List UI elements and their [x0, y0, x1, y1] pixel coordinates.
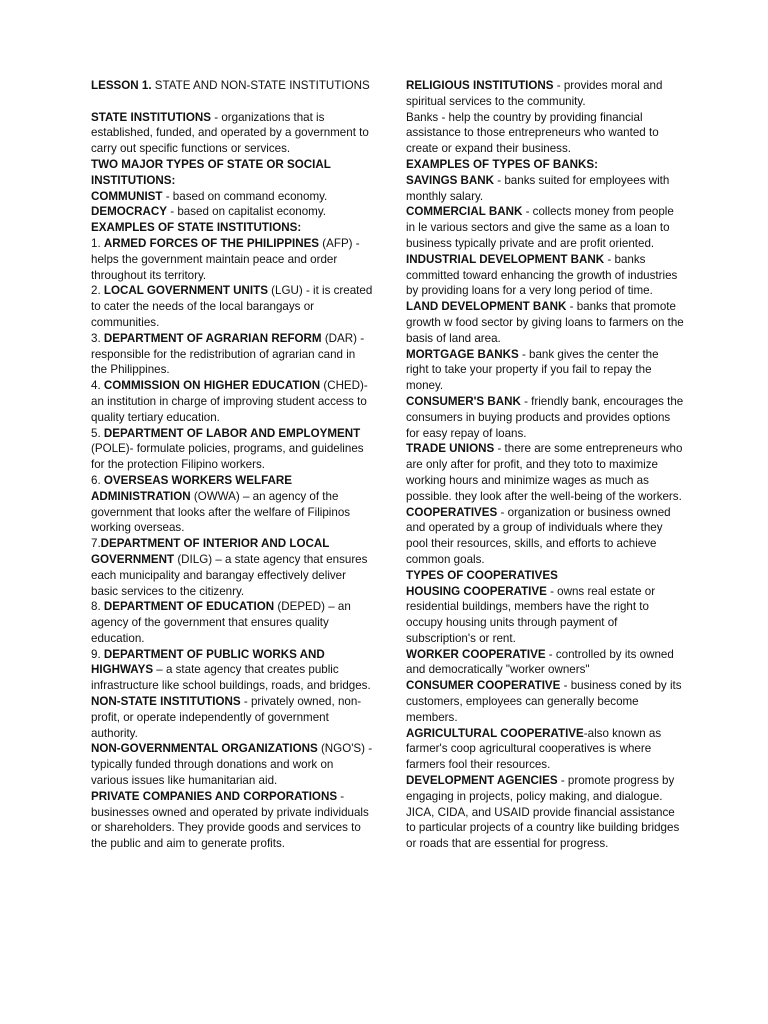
coop-item-agricultural: AGRICULTURAL COOPERATIVE-also known as farmer's coop agricultural cooperatives is where farmers fool their resources.: [406, 726, 662, 772]
types-cooperatives-heading: TYPES OF COOPERATIVES: [406, 568, 558, 582]
democracy-item: DEMOCRACY - based on capitalist economy.: [91, 205, 326, 219]
state-item-dole: 5. DEPARTMENT OF LABOR AND EMPLOYMENT (POLE)- formulate policies, programs, and guidelines for the protection Filipino workers.: [91, 426, 364, 472]
private-companies-definition: PRIVATE COMPANIES AND CORPORATIONS - businesses owned and operated by private individuals or shareholders. They provide goods and services to the public and aim to generate profits.: [91, 789, 369, 851]
communist-item: COMMUNIST - based on command economy.: [91, 189, 328, 203]
state-item-lgu: 2. LOCAL GOVERNMENT UNITS (LGU) - it is created to cater the needs of the local barangays or communities.: [91, 284, 373, 329]
cooperatives-definition: COOPERATIVES - organization or business owned and operated by a group of individuals where they pool their resources, skills, and efforts to achieve common goals.: [406, 505, 671, 566]
state-item-ched: 4. COMMISSION ON HIGHER EDUCATION (CHED)-an institution in charge of improving student access to quality tertiary education.: [91, 379, 368, 424]
trade-unions-definition: TRADE UNIONS - there are some entrepreneurs who are only after for profit, and they toto to maximize working hours and minimize wages as much as possible. they look after the well-being of the workers.: [406, 442, 683, 503]
state-item-afp: 1. ARMED FORCES OF THE PHILIPPINES (AFP) - helps the government maintain peace and order throughout its territory.: [91, 236, 360, 282]
bank-item-commercial: COMMERCIAL BANK - collects money from people in le various sectors and give the same as a loan to business typically private and are profit oriented.: [406, 205, 674, 250]
development-agencies-definition: DEVELOPMENT AGENCIES - promote progress by engaging in projects, policy making, and dialogue. JICA, CIDA, and USAID provide financial assistance to particular projects of a country like building bridges or roads that are essential for progress.: [406, 774, 680, 851]
coop-item-worker: WORKER COOPERATIVE - controlled by its owned and democratically "worker owners": [406, 647, 674, 677]
bank-item-industrial: INDUSTRIAL DEVELOPMENT BANK - banks committed toward enhancing the growth of industries by providing loans for a very long period of time.: [406, 252, 678, 298]
religious-institutions-definition: RELIGIOUS INSTITUTIONS - provides moral and spiritual services to the community.: [406, 79, 663, 108]
banks-definition: Banks - help the country by providing financial assistance to those entrepreneurs who wanted to create or expand their business.: [406, 110, 659, 156]
spacer: [91, 94, 373, 110]
coop-item-consumer: CONSUMER COOPERATIVE - business coned by its customers, employees can generally become members.: [406, 679, 682, 724]
right-column: [406, 78, 684, 852]
ngo-definition: NON-GOVERNMENTAL ORGANIZATIONS (NGO'S) - typically funded through donations and work on various issues like humanitarian aid.: [91, 742, 373, 788]
state-institutions-definition: STATE INSTITUTIONS - organizations that is established, funded, and operated by a government to carry out specific functions or services.: [91, 110, 369, 156]
lesson-heading: LESSON 1. STATE AND NON-STATE INSTITUTIONS: [91, 79, 370, 92]
state-item-dilg: 7.DEPARTMENT OF INTERIOR AND LOCAL GOVERNMENT (DILG) – a state agency that ensures each municipality and barangay effectively deliver basic services to the citizenry.: [91, 537, 368, 598]
state-item-owwa: 6. OVERSEAS WORKERS WELFARE ADMINISTRATION (OWWA) – an agency of the government that looks after the welfare of Filipinos working overseas.: [91, 473, 351, 535]
examples-banks-heading: EXAMPLES OF TYPES OF BANKS:: [406, 157, 598, 171]
left-column: [91, 78, 373, 852]
examples-state-heading: EXAMPLES OF STATE INSTITUTIONS:: [91, 221, 302, 235]
two-major-types-heading: TWO MAJOR TYPES OF STATE OR SOCIAL INSTITUTIONS:: [91, 157, 331, 187]
bank-item-mortgage: MORTGAGE BANKS - bank gives the center the right to take your property if you fail to repay the money.: [406, 347, 659, 393]
bank-item-savings: SAVINGS BANK - banks suited for employees with monthly salary.: [406, 173, 670, 203]
bank-item-consumers: CONSUMER'S BANK - friendly bank, encourages the consumers in buying products and provides options for easy repay of loans.: [406, 394, 684, 440]
non-state-institutions-definition: NON-STATE INSTITUTIONS - privately owned, non- profit, or operate independently of government authority.: [91, 695, 362, 740]
state-item-dpwh: 9. DEPARTMENT OF PUBLIC WORKS AND HIGHWAYS – a state agency that creates public infrastructure like school buildings, roads, and bridges.: [91, 647, 371, 693]
state-item-dar: 3. DEPARTMENT OF AGRARIAN REFORM (DAR) - responsible for the redistribution of agrarian cand in the Philippines.: [91, 331, 365, 377]
bank-item-land: LAND DEVELOPMENT BANK - banks that promote growth w food sector by giving loans to farmers on the basis of land area.: [406, 300, 684, 345]
state-item-deped: 8. DEPARTMENT OF EDUCATION (DEPED) – an agency of the government that ensures quality education.: [91, 600, 351, 645]
coop-item-housing: HOUSING COOPERATIVE - owns real estate or residential buildings, members have the right to occupy housing units through payment of subscription's or rent.: [406, 584, 656, 645]
